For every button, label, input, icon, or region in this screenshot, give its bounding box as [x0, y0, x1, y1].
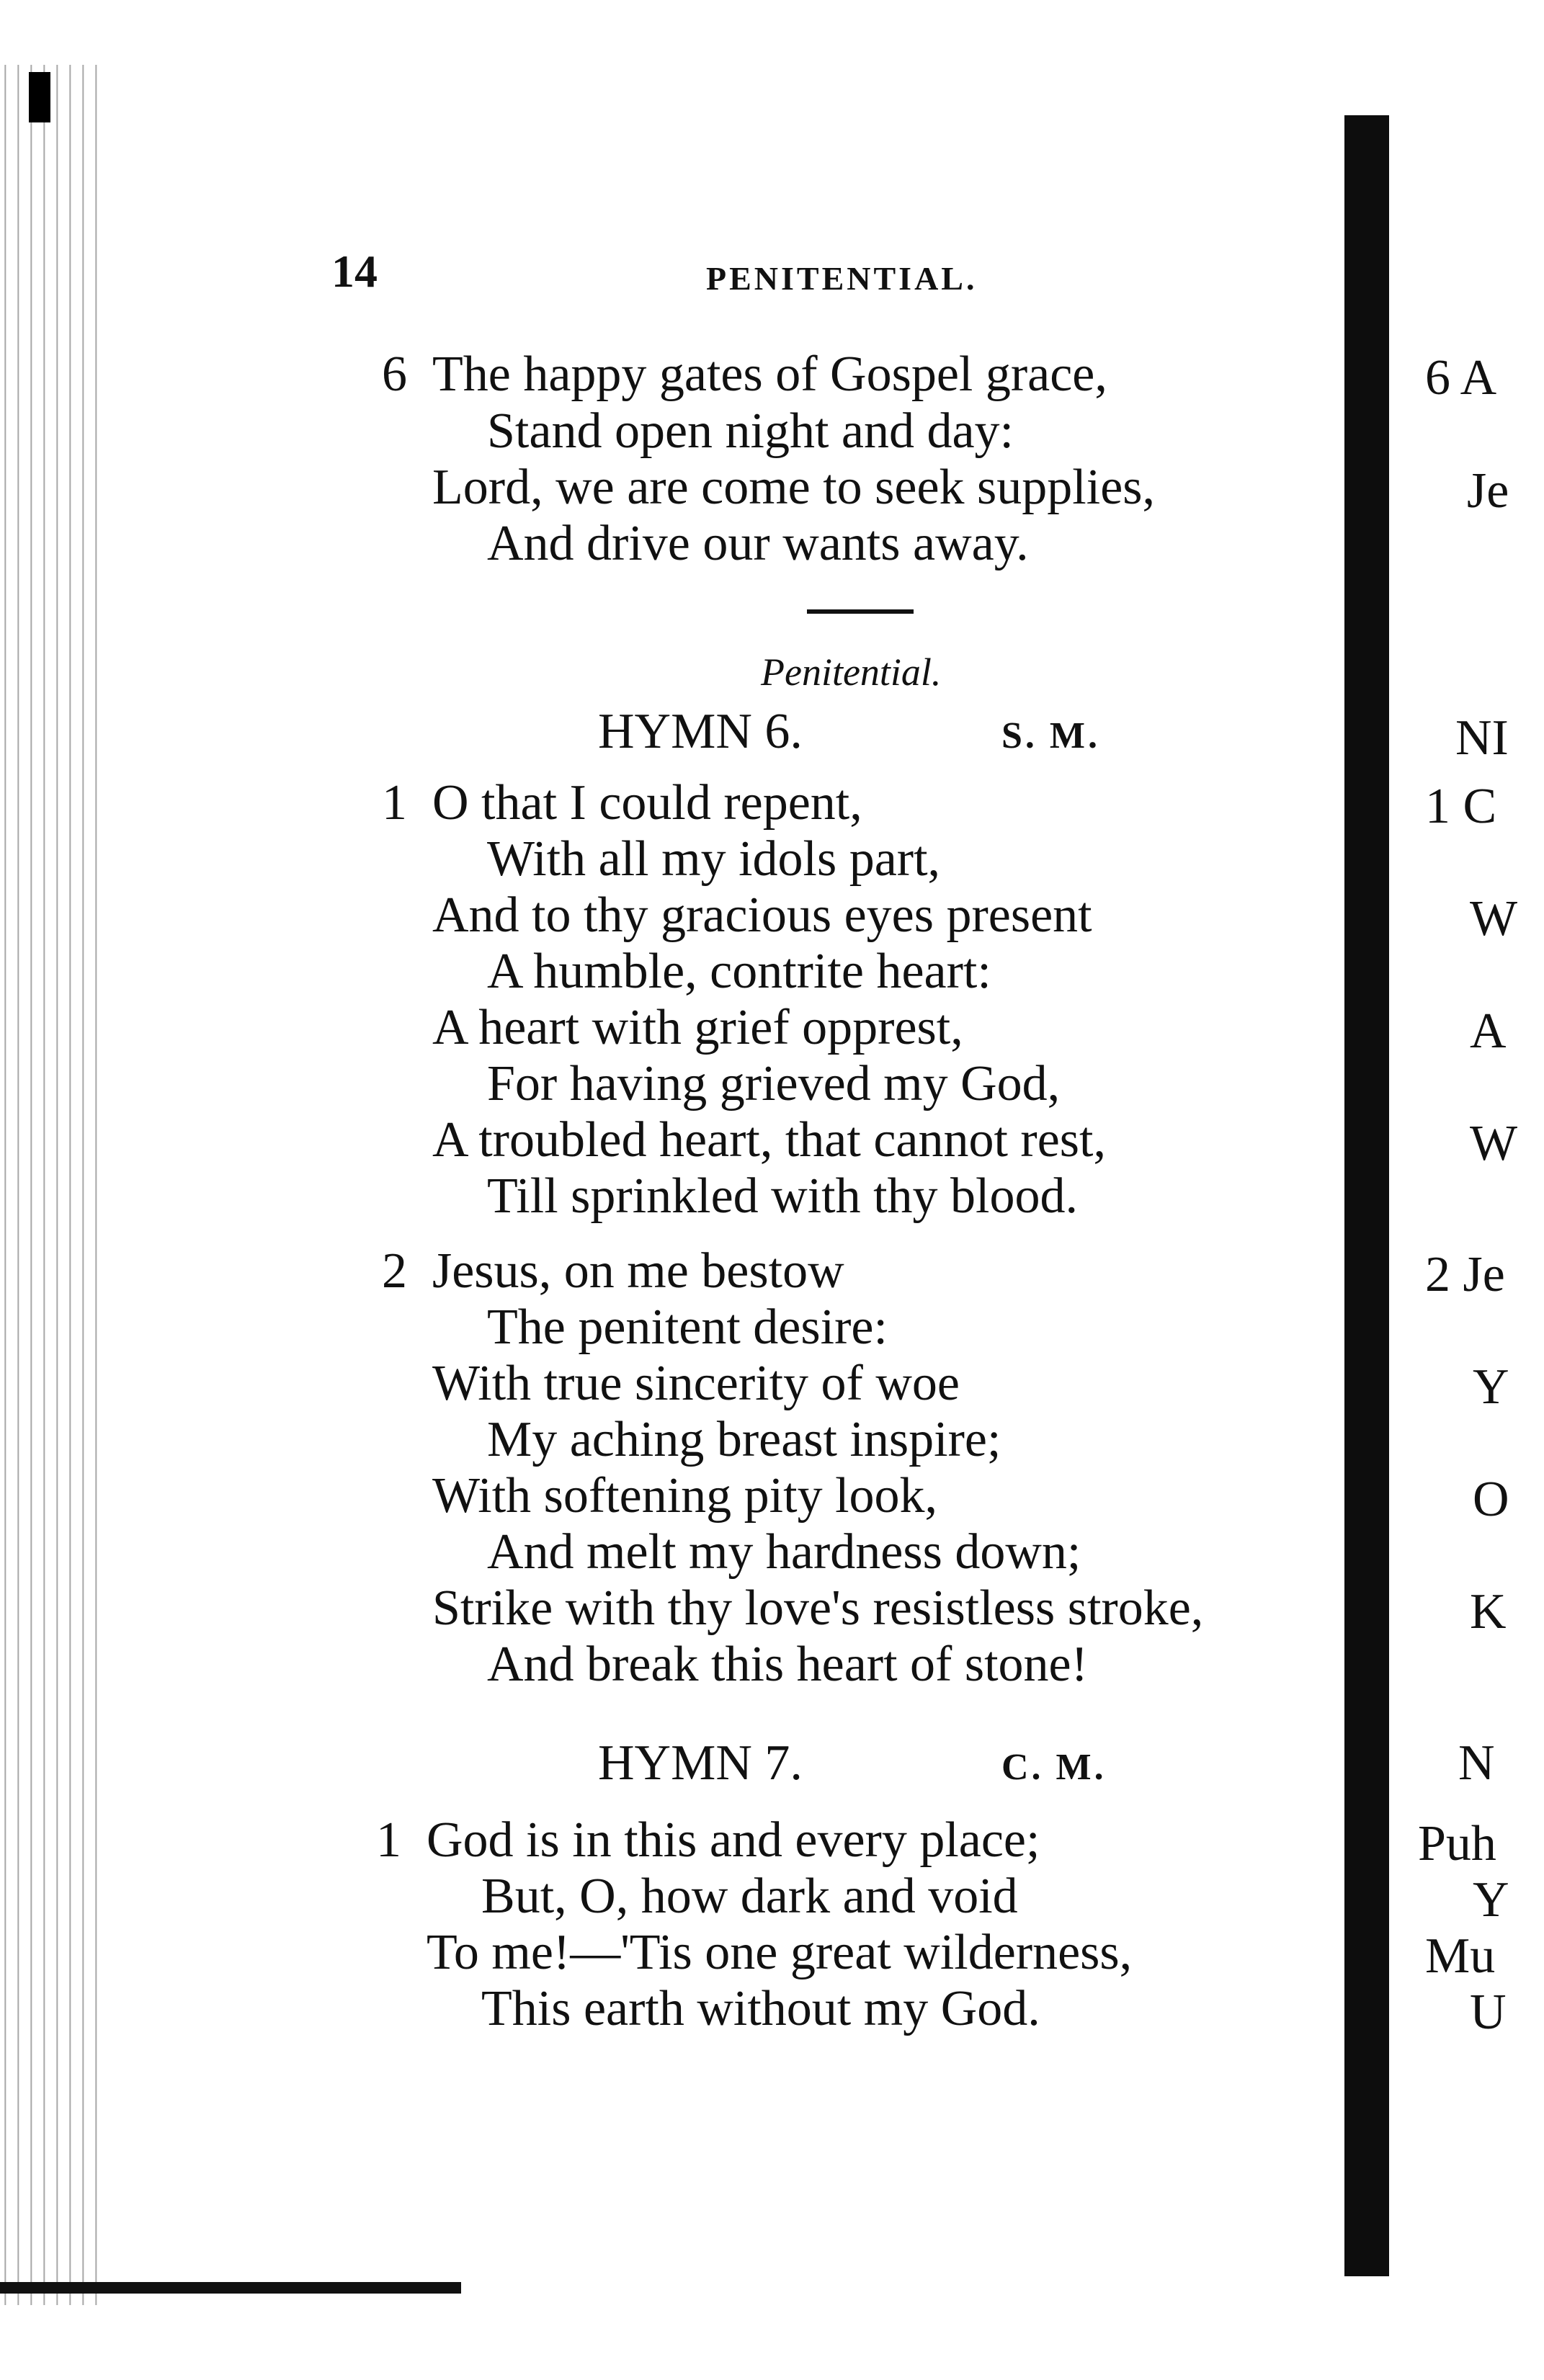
verse-line: And break this heart of stone!: [487, 1637, 1088, 1692]
page-number: 14: [331, 246, 378, 297]
verse-line: Till sprinkled with thy blood.: [487, 1168, 1079, 1224]
section-rule: [807, 609, 914, 614]
tune-name: Penitential.: [761, 650, 942, 694]
next-page-fragment: W: [1470, 1116, 1518, 1171]
binding-mark: [29, 72, 50, 122]
verse-line: The happy gates of Gospel grace,: [432, 346, 1107, 402]
verse-line: Jesus, on me bestow: [432, 1243, 844, 1299]
verse-line: Lord, we are come to seek supplies,: [432, 460, 1156, 515]
running-title: PENITENTIAL.: [706, 260, 978, 297]
verse-line: My aching breast inspire;: [487, 1412, 1001, 1467]
verse-line: God is in this and every place;: [427, 1812, 1040, 1868]
bottom-edge-shadow: [0, 2282, 461, 2294]
next-page-fragment: Y: [1473, 1359, 1509, 1415]
verse-line: The penitent desire:: [487, 1299, 888, 1355]
next-page-fragment: W: [1470, 891, 1518, 947]
next-page-fragment: N: [1458, 1735, 1495, 1791]
next-page-fragment: O: [1473, 1472, 1509, 1527]
verse-line: A humble, contrite heart:: [487, 944, 991, 999]
verse-number: 6: [382, 346, 407, 402]
next-page-fragment: NI: [1455, 710, 1509, 766]
verse-line: Strike with thy love's resistless stroke,: [432, 1580, 1204, 1636]
verse-line: This earth without my God.: [481, 1981, 1040, 2036]
verse-line: And to thy gracious eyes present: [432, 887, 1092, 943]
verse-number: 1: [382, 775, 407, 831]
hymn-meter: S. M.: [1001, 715, 1100, 756]
next-page-fragment: 6 A: [1425, 350, 1497, 406]
hymn-title: HYMN 6.: [598, 704, 803, 759]
verse-line: With softening pity look,: [432, 1468, 938, 1524]
verse-line: O that I could repent,: [432, 775, 862, 831]
next-page-fragment: Y: [1473, 1872, 1509, 1928]
next-page-fragment: Mu: [1425, 1928, 1496, 1984]
verse-line: To me!—'Tis one great wilderness,: [427, 1925, 1133, 1980]
verse-line: And melt my hardness down;: [487, 1524, 1081, 1580]
verse-number: 1: [376, 1812, 401, 1868]
verse-line: A troubled heart, that cannot rest,: [432, 1112, 1106, 1168]
verse-line: And drive our wants away.: [487, 516, 1029, 571]
next-page-fragment: 2 Je: [1425, 1247, 1505, 1302]
verse-line: With true sincerity of woe: [432, 1356, 960, 1411]
next-page-fragment: Puh: [1418, 1816, 1496, 1871]
next-page-fragment: A: [1470, 1003, 1507, 1059]
verse-line: Stand open night and day:: [487, 403, 1014, 459]
next-page-fragment: U: [1470, 1985, 1507, 2040]
hymn-meter: C. M.: [1001, 1747, 1107, 1788]
verse-number: 2: [382, 1243, 407, 1299]
next-page-fragment: Je: [1467, 463, 1509, 519]
hymn-title: HYMN 7.: [598, 1735, 803, 1791]
verse-line: With all my idols part,: [487, 831, 941, 887]
verse-line: A heart with grief opprest,: [432, 1000, 963, 1055]
binding-edge: [0, 65, 101, 2305]
next-page-fragment: 1 C: [1425, 779, 1497, 834]
book-gutter: [1344, 115, 1389, 2276]
verse-line: For having grieved my God,: [487, 1056, 1061, 1111]
verse-line: But, O, how dark and void: [481, 1869, 1018, 1924]
next-page-fragment: K: [1470, 1584, 1507, 1639]
